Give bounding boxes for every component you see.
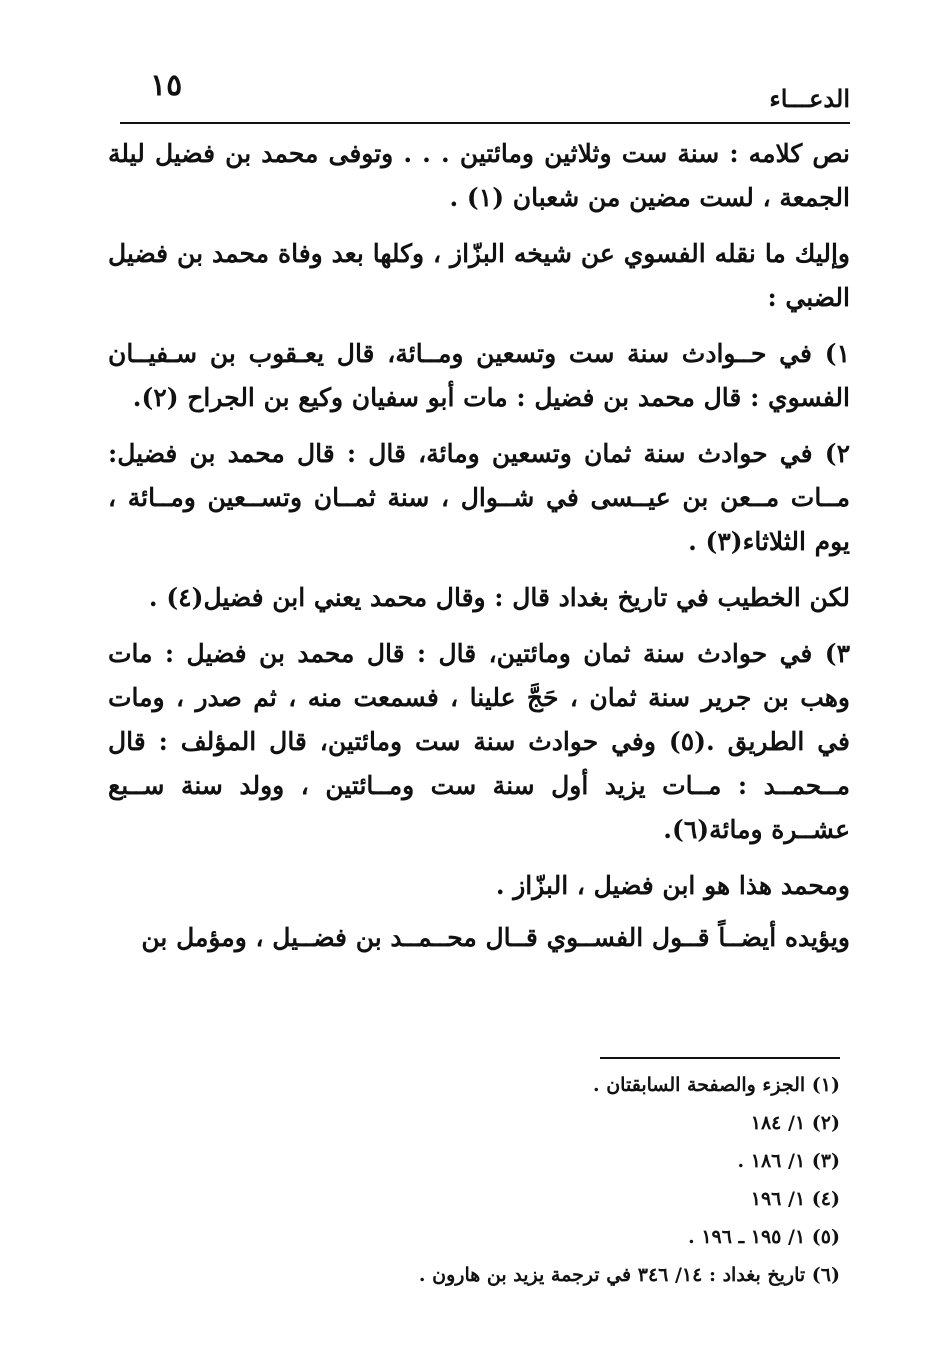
header-rule xyxy=(120,122,850,124)
footnote: (٥) ١/ ١٩٥ ـ ١٩٦ . xyxy=(688,1226,840,1248)
paragraph: ١) في حــوادث سنة ست وتسعين ومــائة، قال يعـقوب بن سـفيــان الفسوي : قال محمد بن فضيل : مات أبو سفيان وكيع بن الجراح (٢). xyxy=(108,339,850,412)
paragraph: ويؤيده أيضــاً قــول الفســوي قــال محــمــد بن فضــيل ، ومؤمل بن xyxy=(141,923,850,952)
footnote: (٣) ١/ ١٨٦ . xyxy=(737,1150,840,1172)
footnote-rule xyxy=(600,1057,840,1059)
footnote: (١) الجزء والصفحة السابقتان . xyxy=(593,1074,840,1096)
paragraph: ٣) في حوادث سنة ثمان ومائتين، قال : قال محمد بن فضيل : مات وهب بن جرير سنة ثمان ، حَجَّ علينا ، فسمعت منه ، ثم صدر ، ومات في الطريق .(٥) وفي حوادث سنة ست ومائتين، قال المؤلف : قال مــحمــد : مــات يزيد أول سنة ست ومــائتين ، وولد سنة ســبع عشــرة ومائة(٦). xyxy=(108,639,850,844)
main-text xyxy=(108,132,850,968)
paragraph: ٢) في حوادث سنة ثمان وتسعين ومائة، قال : قال محمد بن فضيل: مــات مــعن بن عيــسى في شــوال ، سنة ثمــان وتســعين ومــائة ، يوم الثلاثاء(٣) . xyxy=(108,439,850,556)
footnote: (٦) تاريخ بغداد : ١٤/ ٣٤٦ في ترجمة يزيد بن هارون . xyxy=(418,1264,840,1286)
paragraph: نص كلامه : سنة ست وثلاثين ومائتين . . . وتوفى محمد بن فضيل ليلة الجمعة ، لست مضين من شعبان (١) . xyxy=(108,139,850,212)
paragraph: ومحمد هذا هو ابن فضيل ، البزّاز . xyxy=(495,871,850,900)
page-header xyxy=(110,62,850,118)
footnotes xyxy=(360,1066,840,1294)
footnote: (٤) ١/ ١٩٦ xyxy=(750,1188,840,1210)
page-number: ١٥ xyxy=(150,68,183,103)
footnote: (٢) ١/ ١٨٤ xyxy=(750,1112,840,1134)
paragraph: لكن الخطيب في تاريخ بغداد قال : وقال محمد يعني ابن فضيل(٤) . xyxy=(148,583,850,612)
running-title: الدعـــاء xyxy=(769,84,850,113)
paragraph: وإليك ما نقله الفسوي عن شيخه البزّاز ، وكلها بعد وفاة محمد بن فضيل الضبي : xyxy=(108,239,850,312)
